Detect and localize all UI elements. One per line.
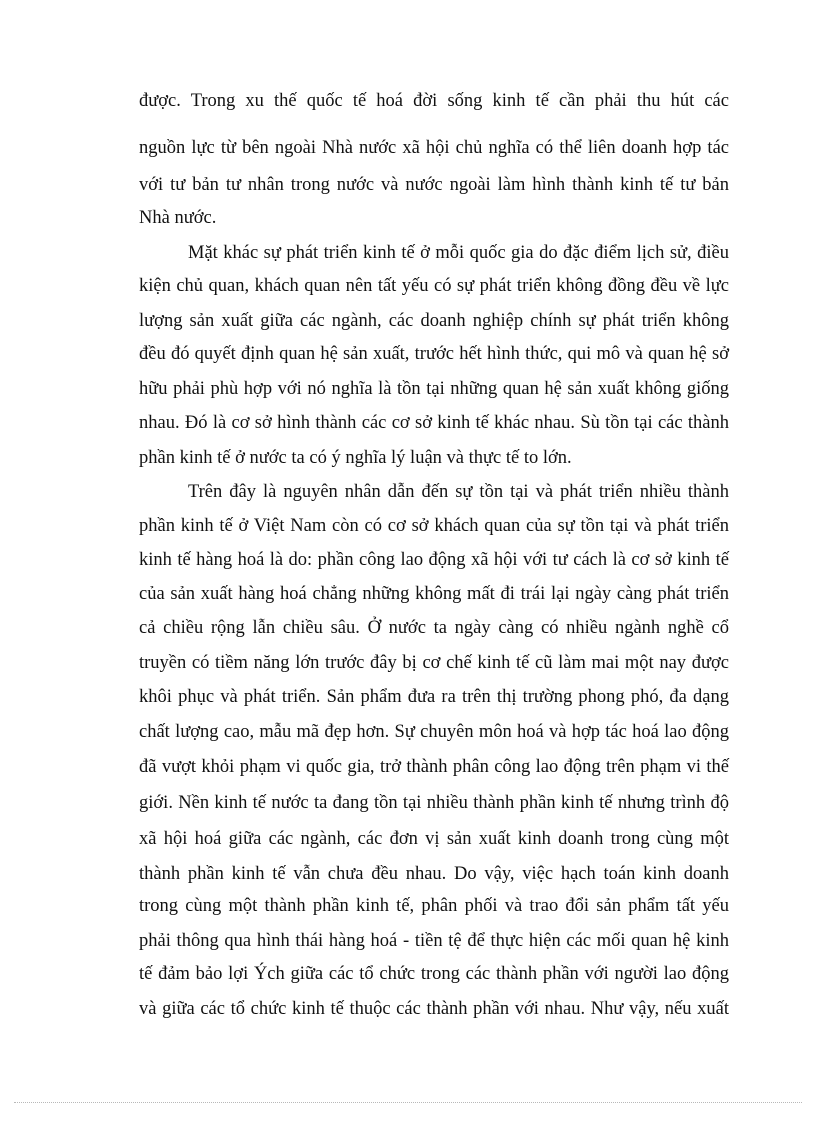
text-line: chất lượng cao, mẫu mã đẹp hơn. Sự chuyên môn hoá và hợp tác hoá lao động — [139, 722, 729, 742]
text-line: được. Trong xu thế quốc tế hoá đời sống kinh tế cần phải thu hút các — [139, 91, 729, 111]
text-line: đều đó quyết định quan hệ sản xuất, trước hết hình thức, qui mô và quan hệ sở — [139, 344, 729, 364]
text-line: phần kinh tế ở nước ta có ý nghĩa lý luận và thực tế to lớn. — [139, 448, 572, 468]
text-line: nhau. Đó là cơ sở hình thành các cơ sở kinh tế khác nhau. Sù tồn tại các thành — [139, 413, 729, 433]
paragraph-first-line: Trên đây là nguyên nhân dẫn đến sự tồn tại và phát triển nhiều thành — [188, 482, 729, 502]
text-line: với tư bản tư nhân trong nước và nước ngoài làm hình thành kinh tế tư bản — [139, 175, 729, 195]
text-line: cả chiều rộng lẫn chiều sâu. Ở nước ta ngày càng có nhiều ngành nghề cổ — [139, 618, 729, 638]
text-line: khôi phục và phát triển. Sản phẩm đưa ra trên thị trường phong phó, đa dạng — [139, 687, 729, 707]
text-line: lượng sản xuất giữa các ngành, các doanh nghiệp chính sự phát triển không — [139, 311, 729, 331]
text-line: giới. Nền kinh tế nước ta đang tồn tại nhiều thành phần kinh tế nhưng trình độ — [139, 793, 729, 813]
text-line: nguồn lực từ bên ngoài Nhà nước xã hội chủ nghĩa có thể liên doanh hợp tác — [139, 138, 729, 158]
text-line: của sản xuất hàng hoá chẳng những không mất đi trái lại ngày càng phát triển — [139, 584, 729, 604]
text-line: xã hội hoá giữa các ngành, các đơn vị sản xuất kinh doanh trong cùng một — [139, 829, 729, 849]
text-line: tế đảm bảo lợi Ých giữa các tổ chức trong các thành phần với người lao động — [139, 964, 729, 984]
text-line: kinh tế hàng hoá là do: phần công lao động xã hội với tư cách là cơ sở kinh tế — [139, 550, 729, 570]
text-line: truyền có tiềm năng lớn trước đây bị cơ chế kinh tế cũ làm mai một nay được — [139, 653, 729, 673]
paragraph-first-line: Mặt khác sự phát triển kinh tế ở mỗi quốc gia do đặc điểm lịch sử, điều — [188, 243, 729, 263]
text-line: và giữa các tổ chức kinh tế thuộc các thành phần với nhau. Như vậy, nếu xuất — [139, 999, 729, 1019]
text-line: phần kinh tế ở Việt Nam còn có cơ sở khách quan của sự tồn tại và phát triển — [139, 516, 729, 536]
text-line: trong cùng một thành phần kinh tế, phân phối và trao đổi sản phẩm tất yếu — [139, 896, 729, 916]
text-line: Nhà nước. — [139, 208, 217, 228]
text-line: kiện chủ quan, khách quan nên tất yếu có sự phát triển không đồng đều về lực — [139, 276, 729, 296]
text-line: đã vượt khỏi phạm vi quốc gia, trở thành phân công lao động trên phạm vi thế — [139, 757, 729, 777]
text-line: hữu phải phù hợp với nó nghĩa là tồn tại những quan hệ sản xuất không giống — [139, 379, 729, 399]
page-bottom-divider — [14, 1102, 802, 1103]
text-line: phải thông qua hình thái hàng hoá - tiền tệ để thực hiện các mối quan hệ kinh — [139, 931, 729, 951]
text-line: thành phần kinh tế vẫn chưa đều nhau. Do vậy, việc hạch toán kinh doanh — [139, 864, 729, 884]
